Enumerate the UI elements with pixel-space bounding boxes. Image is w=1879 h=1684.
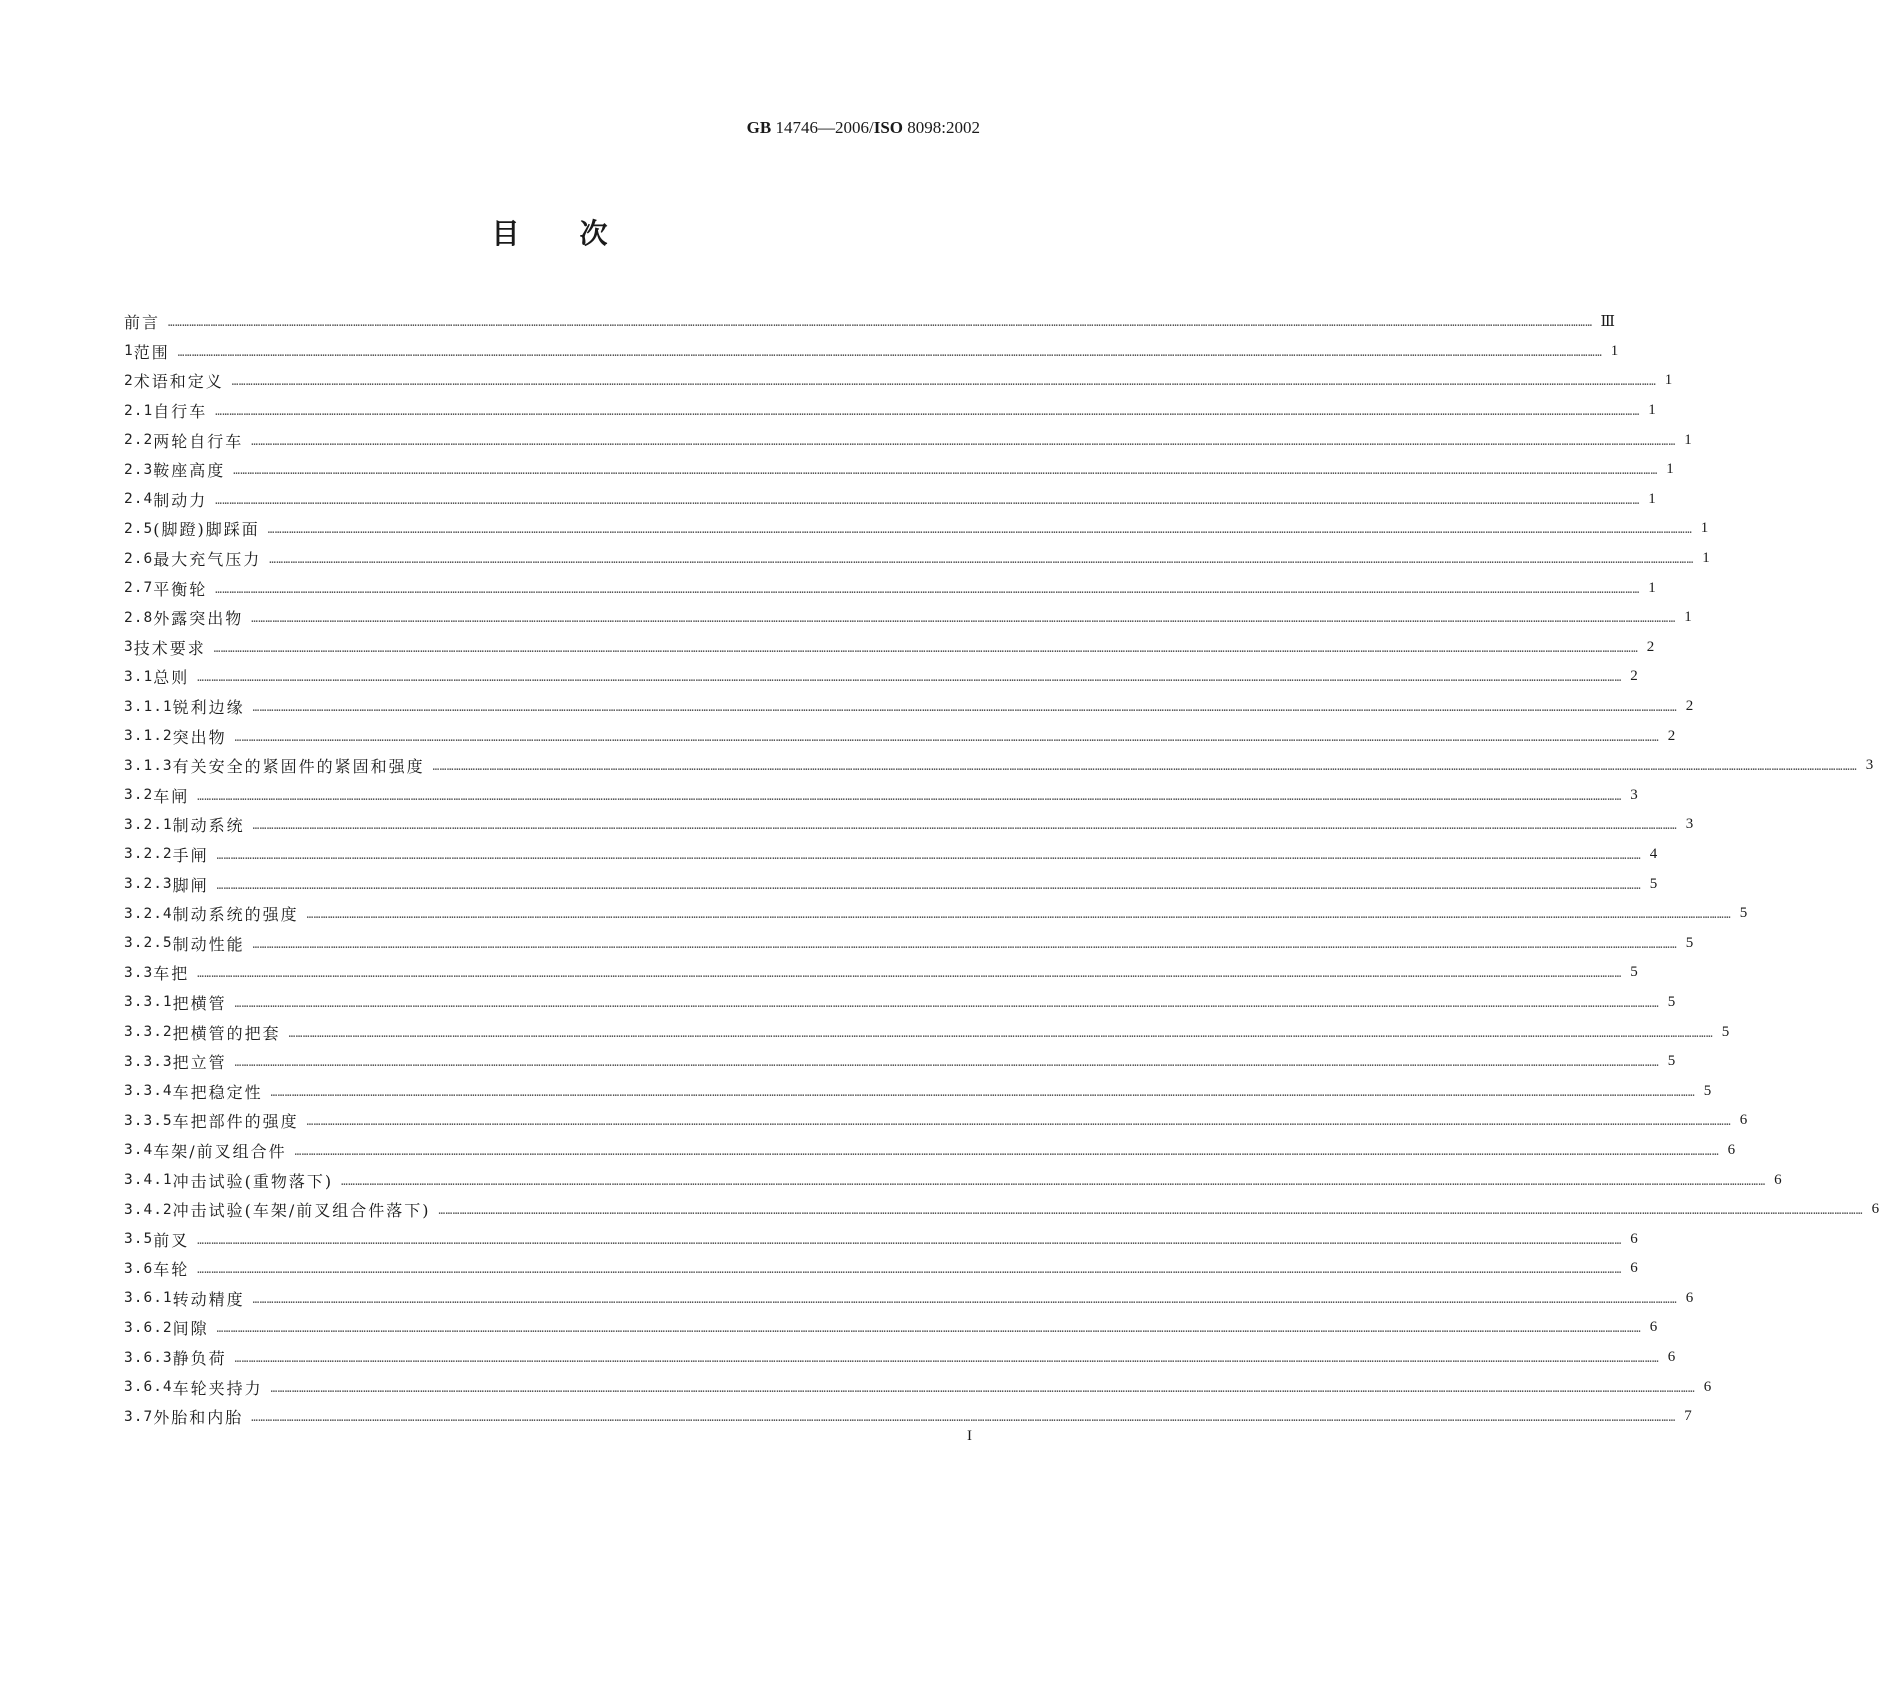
toc-entry-label: 平衡轮	[153, 579, 208, 599]
toc-dot-leader: ……………………………………………………………………………………………………………………………………………………………………………………………………………………………………………………………………………………………………………………………………………………………………………………………………………………………………………………………………………………………………………………………………………………	[233, 464, 1658, 478]
toc-entry-label: 车把稳定性	[172, 1082, 263, 1102]
toc-dot-leader: ……………………………………………………………………………………………………………………………………………………………………………………………………………………………………………………………………………………………………………………………………………………………………………………………………………………………………………………………………………………………………………………………………………………	[177, 345, 1603, 359]
toc-entry-number: 2.7	[124, 580, 154, 597]
toc-entry-page: 5	[1649, 875, 1658, 892]
toc-entry[interactable]	[124, 1165, 1782, 1195]
toc-entry[interactable]	[124, 455, 1674, 485]
toc-entry-page: 2	[1667, 727, 1676, 744]
toc-entry-label: 两轮自行车	[153, 431, 244, 451]
toc-entry-number: 3.6.4	[124, 1379, 173, 1396]
toc-entry-page: 6	[1871, 1201, 1879, 1218]
toc-entry[interactable]	[124, 1254, 1638, 1284]
toc-entry-label: 范围	[133, 342, 170, 362]
toc-dot-leader: ……………………………………………………………………………………………………………………………………………………………………………………………………………………………………………………………………………………………………………………………………………………………………………………………………………………………………………………………………………………………………………………………………………………	[216, 848, 1642, 862]
page-number: I	[967, 1428, 972, 1444]
toc-entry-number: 3.2.1	[124, 816, 173, 833]
toc-entry-page: 1	[1610, 342, 1619, 359]
toc-entry[interactable]	[124, 573, 1656, 603]
toc-dot-leader: ……………………………………………………………………………………………………………………………………………………………………………………………………………………………………………………………………………………………………………………………………………………………………………………………………………………………………………………………………………………………………………………………………………………	[197, 1233, 1622, 1247]
standard-code-number: 14746—2006/	[771, 118, 874, 137]
toc-entry[interactable]	[124, 1136, 1736, 1166]
toc-entry-page: 5	[1739, 905, 1748, 922]
toc-entry[interactable]	[124, 988, 1676, 1018]
toc-entry-number: 3.2.2	[124, 846, 173, 863]
standard-code-gb: GB	[746, 118, 772, 137]
toc-entry[interactable]	[124, 307, 1615, 337]
toc-entry-page: 2	[1646, 638, 1655, 655]
toc-entry-page: 5	[1703, 1082, 1712, 1099]
toc-dot-leader: ……………………………………………………………………………………………………………………………………………………………………………………………………………………………………………………………………………………………………………………………………………………………………………………………………………………………………………………………………………………………………………………………………………………	[432, 760, 1858, 774]
toc-entry[interactable]	[124, 751, 1874, 781]
toc-entry-number: 2	[124, 372, 134, 389]
toc-entry-page: 1	[1664, 372, 1673, 389]
toc-entry-page: 6	[1739, 1112, 1748, 1129]
standard-code-iso-number: 8098:2002	[903, 118, 980, 137]
toc-entry-label: 车轮夹持力	[172, 1378, 263, 1398]
toc-entry-number: 3.5	[124, 1231, 154, 1248]
toc-entry-label: 自行车	[153, 402, 208, 422]
toc-entry[interactable]	[124, 1224, 1638, 1254]
toc-entry-label: 突出物	[172, 727, 227, 747]
toc-entry[interactable]	[124, 425, 1692, 455]
toc-entry-label: 静负荷	[172, 1349, 227, 1369]
toc-entry-number: 3.6.3	[124, 1349, 173, 1366]
toc-entry-label: 制动性能	[172, 934, 245, 954]
toc-entry-label: 鞍座高度	[153, 461, 226, 481]
toc-entry-page: 1	[1702, 550, 1710, 567]
toc-dot-leader: ……………………………………………………………………………………………………………………………………………………………………………………………………………………………………………………………………………………………………………………………………………………………………………………………………………………………………………………………………………………………………………………………………………………	[252, 937, 1678, 951]
toc-entry-number: 3.3.3	[124, 1053, 173, 1070]
toc-entry-number: 3.3.1	[124, 994, 173, 1011]
toc-entry[interactable]	[124, 692, 1694, 722]
toc-entry-page: 5	[1667, 1053, 1676, 1070]
toc-entry-number: 2.6	[124, 550, 154, 567]
toc-dot-leader: ……………………………………………………………………………………………………………………………………………………………………………………………………………………………………………………………………………………………………………………………………………………………………………………………………………………………………………………………………………………………………………………………………………………	[216, 1322, 1642, 1336]
toc-entry-number: 3.6.1	[124, 1290, 173, 1307]
toc-dot-leader: ……………………………………………………………………………………………………………………………………………………………………………………………………………………………………………………………………………………………………………………………………………………………………………………………………………………………………………………………………………………………………………………………………………………	[213, 641, 1639, 655]
toc-dot-leader: ……………………………………………………………………………………………………………………………………………………………………………………………………………………………………………………………………………………………………………………………………………………………………………………………………………………………………………………………………………………………………………………………………………………	[270, 1381, 1696, 1395]
toc-entry-number: 3.4	[124, 1142, 154, 1159]
toc-dot-leader: ……………………………………………………………………………………………………………………………………………………………………………………………………………………………………………………………………………………………………………………………………………………………………………………………………………………………………………………………………………………………………………………………………………………	[216, 878, 1642, 892]
toc-entry-label: 术语和定义	[133, 372, 224, 392]
toc-entry[interactable]	[124, 1284, 1694, 1314]
toc-entry-page: 7	[1684, 1408, 1692, 1425]
toc-entry-number: 2.4	[124, 491, 154, 508]
toc-entry[interactable]	[124, 899, 1748, 929]
toc-entry[interactable]	[124, 721, 1676, 751]
toc-entry[interactable]	[124, 1106, 1748, 1136]
toc-entry-label: 车闸	[153, 786, 190, 806]
toc-entry-label: 总则	[153, 668, 190, 688]
toc-entry-label: 转动精度	[172, 1289, 245, 1309]
toc-entry-page: 1	[1648, 579, 1656, 596]
toc-entry-label: 前叉	[153, 1230, 190, 1250]
page-title-char-2: 次	[579, 217, 610, 250]
toc-entry-label: 制动力	[153, 490, 208, 510]
toc-dot-leader: ……………………………………………………………………………………………………………………………………………………………………………………………………………………………………………………………………………………………………………………………………………………………………………………………………………………………………………………………………………………………………………………………………………………	[197, 671, 1622, 685]
toc-entry-number: 2.1	[124, 402, 154, 419]
toc-entry[interactable]	[124, 603, 1692, 633]
toc-entry-number: 3.1	[124, 668, 154, 685]
toc-entry-page: 6	[1774, 1171, 1782, 1188]
toc-entry-page: 1	[1684, 431, 1692, 448]
toc-entry-label: 把立管	[172, 1053, 227, 1073]
toc-entry[interactable]	[124, 662, 1638, 692]
toc-entry-number: 3.3.2	[124, 1024, 173, 1041]
toc-entry[interactable]	[124, 1343, 1676, 1373]
toc-dot-leader: ……………………………………………………………………………………………………………………………………………………………………………………………………………………………………………………………………………………………………………………………………………………………………………………………………………………………………………………………………………………………………………………………………………………	[270, 1085, 1696, 1099]
toc-entry-label: 车把部件的强度	[172, 1112, 299, 1132]
page-title-char-1: 目	[491, 217, 522, 250]
toc-entry-label: 把横管的把套	[172, 1023, 281, 1043]
toc-entry-label: 冲击试验(重物落下)	[172, 1171, 334, 1191]
toc-entry-page: 1	[1648, 402, 1656, 419]
table-of-contents	[124, 307, 1879, 1432]
toc-entry-label: 间隙	[172, 1319, 209, 1339]
toc-entry-page: 5	[1667, 993, 1676, 1010]
standard-code-iso: ISO	[873, 118, 904, 137]
toc-dot-leader: ……………………………………………………………………………………………………………………………………………………………………………………………………………………………………………………………………………………………………………………………………………………………………………………………………………………………………………………………………………………………………………………………………………………	[197, 789, 1622, 803]
toc-entry-page: 1	[1700, 520, 1709, 537]
toc-entry-label: 手闸	[172, 845, 209, 865]
toc-entry-page: 2	[1685, 698, 1694, 715]
toc-entry-page: 6	[1649, 1319, 1658, 1336]
toc-entry[interactable]	[124, 840, 1658, 870]
toc-entry-page: 6	[1667, 1349, 1676, 1366]
toc-entry-number: 3.2.3	[124, 876, 173, 893]
page-title	[0, 212, 1101, 252]
toc-dot-leader: ……………………………………………………………………………………………………………………………………………………………………………………………………………………………………………………………………………………………………………………………………………………………………………………………………………………………………………………………………………………………………………………………………………………	[251, 434, 1676, 448]
toc-entry-number: 2.2	[124, 432, 154, 449]
toc-dot-leader: ……………………………………………………………………………………………………………………………………………………………………………………………………………………………………………………………………………………………………………………………………………………………………………………………………………………………………………………………………………………………………………………………………………………	[269, 553, 1694, 567]
toc-entry[interactable]	[124, 366, 1673, 396]
toc-dot-leader: ……………………………………………………………………………………………………………………………………………………………………………………………………………………………………………………………………………………………………………………………………………………………………………………………………………………………………………………………………………………………………………………………………………………	[215, 405, 1640, 419]
toc-dot-leader: ……………………………………………………………………………………………………………………………………………………………………………………………………………………………………………………………………………………………………………………………………………………………………………………………………………………………………………………………………………………………………………………………………………………	[168, 316, 1593, 330]
toc-entry-label: 脚闸	[172, 875, 209, 895]
toc-dot-leader: ……………………………………………………………………………………………………………………………………………………………………………………………………………………………………………………………………………………………………………………………………………………………………………………………………………………………………………………………………………………………………………………………………………………	[234, 996, 1660, 1010]
toc-entry-number: 3	[124, 639, 134, 656]
toc-dot-leader: ……………………………………………………………………………………………………………………………………………………………………………………………………………………………………………………………………………………………………………………………………………………………………………………………………………………………………………………………………………………………………………………………………………………	[252, 701, 1678, 715]
toc-dot-leader: ……………………………………………………………………………………………………………………………………………………………………………………………………………………………………………………………………………………………………………………………………………………………………………………………………………………………………………………………………………………………………………………………………………………	[234, 730, 1660, 744]
toc-entry-number: 3.3.5	[124, 1112, 173, 1129]
toc-entry-page: 6	[1727, 1141, 1736, 1158]
toc-dot-leader: ……………………………………………………………………………………………………………………………………………………………………………………………………………………………………………………………………………………………………………………………………………………………………………………………………………………………………………………………………………………………………………………………………………………	[234, 1352, 1660, 1366]
toc-entry-number: 3.2	[124, 787, 154, 804]
toc-entry[interactable]	[124, 781, 1638, 811]
toc-dot-leader: ……………………………………………………………………………………………………………………………………………………………………………………………………………………………………………………………………………………………………………………………………………………………………………………………………………………………………………………………………………………………………………………………………………………	[341, 1174, 1766, 1188]
toc-entry-label: 外露突出物	[153, 609, 244, 629]
toc-entry[interactable]	[124, 1195, 1879, 1225]
toc-entry-page: 5	[1685, 934, 1694, 951]
toc-entry-label: 车轮	[153, 1260, 190, 1280]
toc-dot-leader: ……………………………………………………………………………………………………………………………………………………………………………………………………………………………………………………………………………………………………………………………………………………………………………………………………………………………………………………………………………………………………………………………………………………	[234, 1056, 1660, 1070]
toc-dot-leader: ……………………………………………………………………………………………………………………………………………………………………………………………………………………………………………………………………………………………………………………………………………………………………………………………………………………………………………………………………………………………………………………………………………………	[251, 612, 1676, 626]
toc-entry[interactable]	[124, 337, 1619, 367]
toc-dot-leader: ……………………………………………………………………………………………………………………………………………………………………………………………………………………………………………………………………………………………………………………………………………………………………………………………………………………………………………………………………………………………………………………………………………………	[294, 1144, 1720, 1158]
toc-entry-number: 3.1.3	[124, 757, 173, 774]
toc-dot-leader: ……………………………………………………………………………………………………………………………………………………………………………………………………………………………………………………………………………………………………………………………………………………………………………………………………………………………………………………………………………………………………………………………………………………	[252, 819, 1678, 833]
toc-entry-page: 3	[1630, 786, 1638, 803]
toc-entry[interactable]	[124, 810, 1694, 840]
toc-entry-page: 6	[1630, 1260, 1638, 1277]
toc-entry-label: 车把	[153, 964, 190, 984]
toc-entry-label: 有关安全的紧固件的紧固和强度	[172, 757, 425, 777]
toc-entry-label: 冲击试验(车架/前叉组合件落下)	[172, 1201, 431, 1221]
toc-entry-page: 2	[1630, 668, 1638, 685]
toc-entry[interactable]	[124, 1047, 1676, 1077]
toc-entry-label: (脚蹬)脚踩面	[153, 520, 260, 540]
toc-entry-page: 1	[1648, 490, 1656, 507]
toc-entry-label: 制动系统的强度	[172, 905, 299, 925]
toc-entry-page: 3	[1865, 757, 1874, 774]
toc-entry-number: 1	[124, 343, 134, 360]
toc-entry-number: 3.1.2	[124, 728, 173, 745]
toc-entry-number: 3.2.4	[124, 905, 173, 922]
toc-entry-page: 5	[1630, 964, 1638, 981]
toc-entry-page: 6	[1685, 1289, 1694, 1306]
toc-dot-leader: ……………………………………………………………………………………………………………………………………………………………………………………………………………………………………………………………………………………………………………………………………………………………………………………………………………………………………………………………………………………………………………………………………………………	[197, 967, 1622, 981]
toc-entry-page: 1	[1666, 461, 1674, 478]
toc-entry[interactable]	[124, 928, 1694, 958]
toc-entry-label: 锐利边缘	[172, 698, 245, 718]
toc-entry-number: 3.4.2	[124, 1201, 173, 1218]
toc-dot-leader: ……………………………………………………………………………………………………………………………………………………………………………………………………………………………………………………………………………………………………………………………………………………………………………………………………………………………………………………………………………………………………………………………………………………	[197, 1263, 1622, 1277]
toc-entry-number: 3.2.5	[124, 935, 173, 952]
toc-dot-leader: ……………………………………………………………………………………………………………………………………………………………………………………………………………………………………………………………………………………………………………………………………………………………………………………………………………………………………………………………………………………………………………………………………………………	[215, 493, 1640, 507]
toc-entry[interactable]	[124, 869, 1658, 899]
toc-entry-label: 前言	[124, 313, 161, 333]
toc-entry[interactable]	[124, 544, 1710, 574]
toc-entry[interactable]	[124, 1372, 1712, 1402]
toc-entry-page: 5	[1721, 1023, 1730, 1040]
toc-dot-leader: ……………………………………………………………………………………………………………………………………………………………………………………………………………………………………………………………………………………………………………………………………………………………………………………………………………………………………………………………………………………………………………………………………………………	[288, 1026, 1714, 1040]
toc-entry[interactable]	[124, 1076, 1712, 1106]
toc-entry-page: Ⅲ	[1600, 314, 1615, 331]
toc-entry-number: 3.1.1	[124, 698, 173, 715]
toc-entry[interactable]	[124, 396, 1656, 426]
toc-entry[interactable]	[124, 1017, 1730, 1047]
toc-entry-page: 3	[1685, 816, 1694, 833]
toc-entry-label: 制动系统	[172, 816, 245, 836]
toc-dot-leader: ……………………………………………………………………………………………………………………………………………………………………………………………………………………………………………………………………………………………………………………………………………………………………………………………………………………………………………………………………………………………………………………………………………………	[231, 375, 1657, 389]
toc-entry-number: 2.5	[124, 520, 154, 537]
toc-dot-leader: ……………………………………………………………………………………………………………………………………………………………………………………………………………………………………………………………………………………………………………………………………………………………………………………………………………………………………………………………………………………………………………………………………………………	[306, 1115, 1732, 1129]
toc-entry-page: 6	[1703, 1378, 1712, 1395]
toc-entry-page: 6	[1630, 1230, 1638, 1247]
toc-dot-leader: ……………………………………………………………………………………………………………………………………………………………………………………………………………………………………………………………………………………………………………………………………………………………………………………………………………………………………………………………………………………………………………………………………………………	[306, 908, 1732, 922]
toc-entry-number: 3.3	[124, 964, 154, 981]
toc-entry[interactable]	[124, 633, 1655, 663]
toc-entry[interactable]	[124, 1313, 1658, 1343]
toc-entry-number: 3.6	[124, 1260, 154, 1277]
toc-entry[interactable]	[124, 514, 1709, 544]
toc-entry-label: 最大充气压力	[153, 550, 262, 570]
toc-entry[interactable]	[124, 485, 1656, 515]
toc-dot-leader: ……………………………………………………………………………………………………………………………………………………………………………………………………………………………………………………………………………………………………………………………………………………………………………………………………………………………………………………………………………………………………………………………………………………	[251, 1411, 1676, 1425]
toc-dot-leader: ……………………………………………………………………………………………………………………………………………………………………………………………………………………………………………………………………………………………………………………………………………………………………………………………………………………………………………………………………………………………………………………………………………………	[215, 582, 1640, 596]
toc-entry-number: 3.3.4	[124, 1083, 173, 1100]
standard-code	[747, 118, 980, 138]
toc-entry-label: 技术要求	[133, 638, 206, 658]
toc-entry-number: 3.4.1	[124, 1172, 173, 1189]
toc-entry-page: 1	[1684, 609, 1692, 626]
toc-entry-label: 把横管	[172, 993, 227, 1013]
toc-dot-leader: ……………………………………………………………………………………………………………………………………………………………………………………………………………………………………………………………………………………………………………………………………………………………………………………………………………………………………………………………………………………………………………………………………………………	[252, 1292, 1678, 1306]
toc-entry-number: 3.6.2	[124, 1319, 173, 1336]
toc-entry[interactable]	[124, 1402, 1692, 1432]
toc-dot-leader: ……………………………………………………………………………………………………………………………………………………………………………………………………………………………………………………………………………………………………………………………………………………………………………………………………………………………………………………………………………………………………………………………………………………	[267, 523, 1693, 537]
toc-entry-page: 4	[1649, 845, 1658, 862]
toc-entry-label: 外胎和内胎	[153, 1408, 244, 1428]
toc-entry-number: 2.8	[124, 609, 154, 626]
toc-entry-number: 3.7	[124, 1408, 154, 1425]
toc-entry[interactable]	[124, 958, 1638, 988]
toc-entry-label: 车架/前叉组合件	[153, 1141, 287, 1161]
toc-entry-number: 2.3	[124, 461, 154, 478]
toc-dot-leader: ……………………………………………………………………………………………………………………………………………………………………………………………………………………………………………………………………………………………………………………………………………………………………………………………………………………………………………………………………………………………………………………………………………………	[438, 1204, 1864, 1218]
